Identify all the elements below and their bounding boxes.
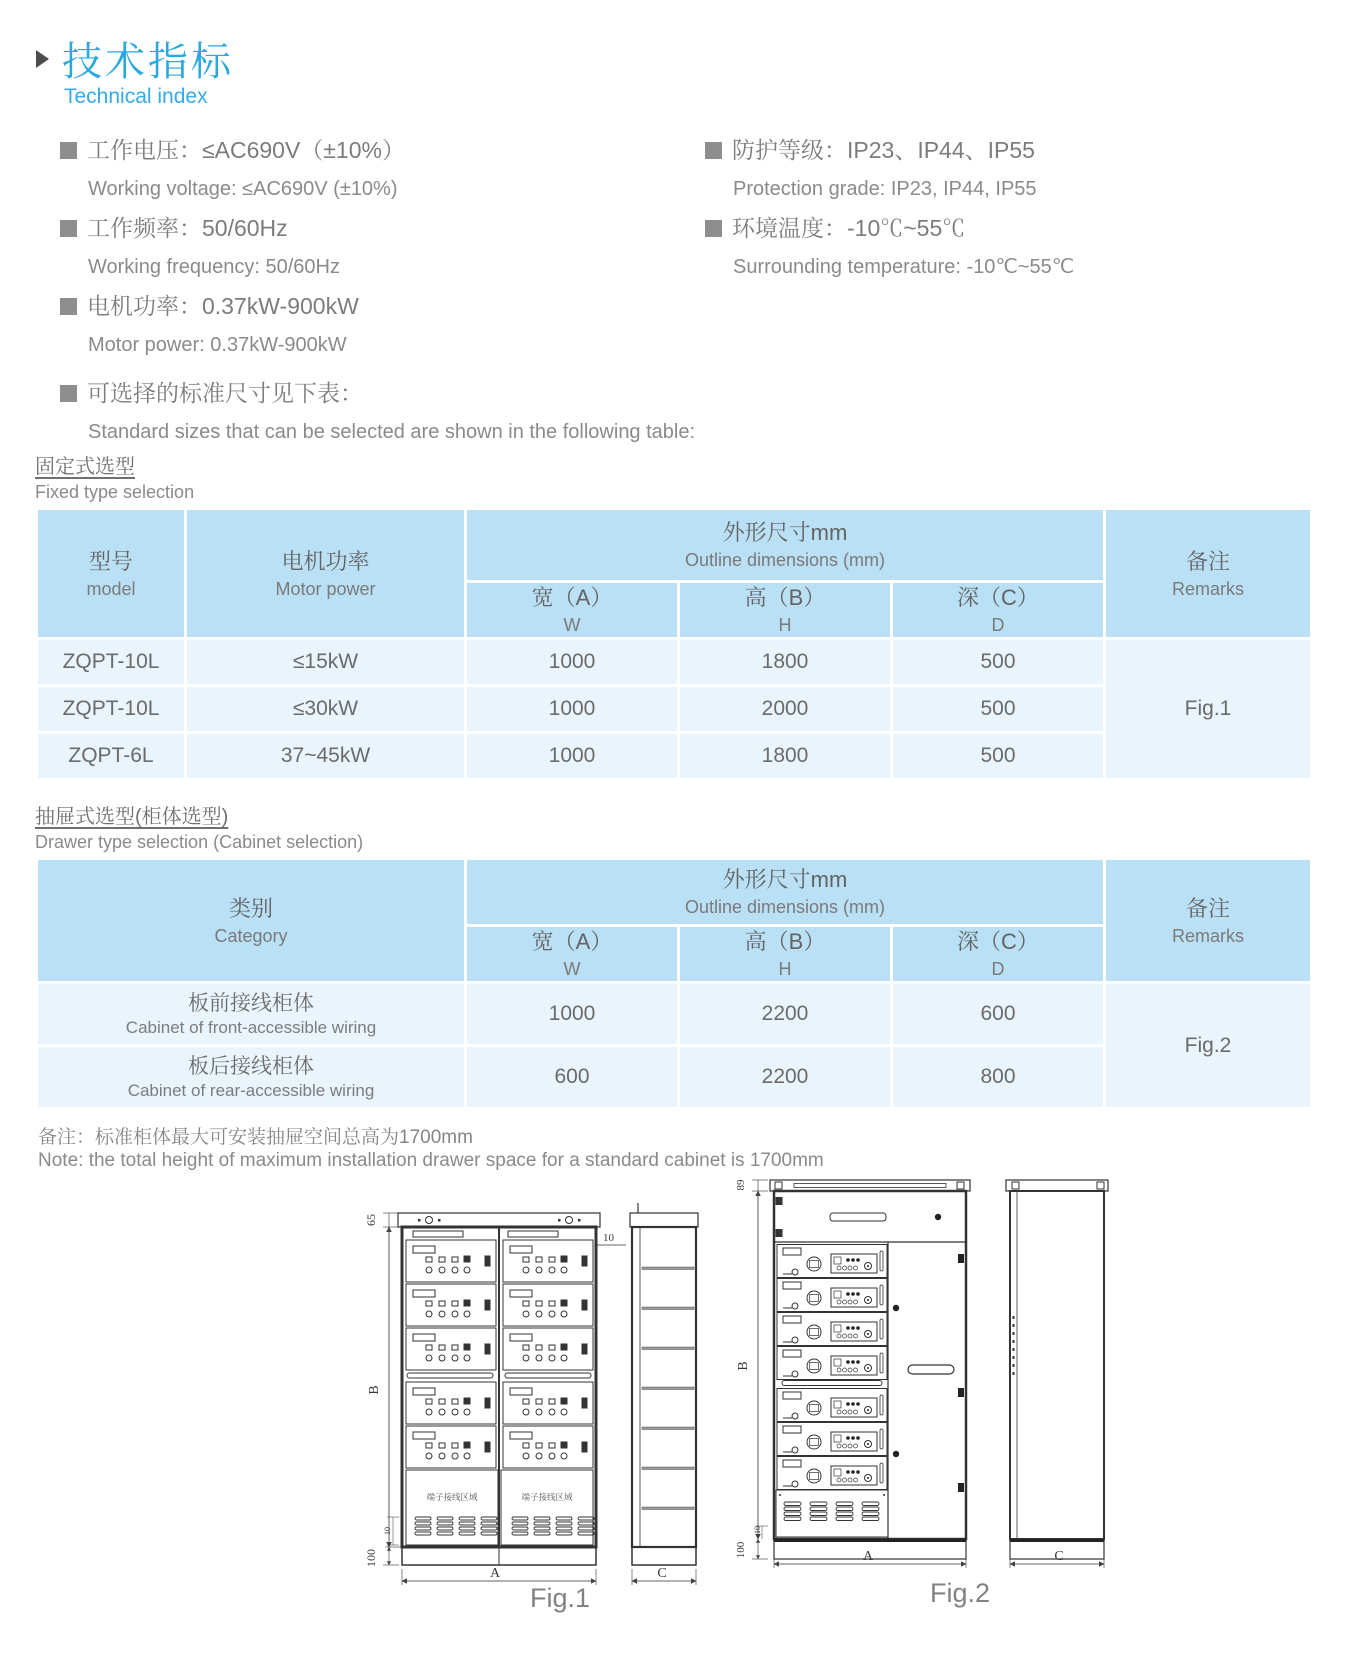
- fig1-dim-width: A: [489, 1566, 501, 1581]
- fig1-dim-base: 100: [364, 1549, 378, 1567]
- spec-en-text: Protection grade: IP23, IP44, IP55: [733, 178, 1037, 200]
- section2-title-en: Drawer type selection (Cabinet selection): [35, 832, 364, 852]
- spec-en-text: Working voltage: ≤AC690V (±10%): [88, 178, 398, 200]
- fig1-dim-offset: 10: [603, 1232, 614, 1244]
- t1-cell-d: 500: [893, 687, 1103, 731]
- t1-header-model: 型号 model: [38, 510, 184, 637]
- fig1-front-view: [398, 1213, 600, 1565]
- t2-cell-remark: Fig.2: [1106, 984, 1310, 1107]
- spec-working-frequency: [60, 209, 680, 286]
- t2-header-dimensions: 外形尺寸mm Outline dimensions (mm): [467, 860, 1103, 924]
- t1-header-height: 高（B） H: [680, 583, 890, 637]
- t2-cell-h: 2200: [680, 984, 890, 1044]
- t1-cell-w: 1000: [467, 640, 677, 684]
- t1-cell-model: ZQPT-6L: [38, 734, 184, 778]
- table-row: [38, 984, 1310, 1044]
- t1-cell-d: 500: [893, 734, 1103, 778]
- t2-cell-w: 1000: [467, 984, 677, 1044]
- fig2-side-view: [1006, 1180, 1108, 1559]
- t2-cell-category: 板前接线柜体 Cabinet of front-accessible wiring: [38, 984, 464, 1044]
- page-subtitle: Technical index: [64, 85, 208, 108]
- section1-title-zh: 固定式选型: [35, 456, 135, 478]
- specs-right-column: [705, 131, 1325, 287]
- t1-cell-power: ≤30kW: [187, 687, 464, 731]
- fig1-drawing: [345, 1185, 705, 1589]
- t2-header-remarks: 备注 Remarks: [1106, 860, 1310, 981]
- t2-header-category: 类别 Category: [38, 860, 464, 981]
- spec-en-text: Surrounding temperature: -10℃~55℃: [733, 256, 1075, 278]
- t2-header-width: 宽（A） W: [467, 927, 677, 981]
- spec-zh-text: 防护等级：IP23、IP44、IP55: [732, 137, 1035, 163]
- t1-cell-w: 1000: [467, 734, 677, 778]
- spec-zh-text: 可选择的标准尺寸见下表：: [87, 380, 363, 406]
- fig1-caption: Fig.1: [529, 1583, 591, 1613]
- note-zh: 备注：标准柜体最大可安装抽屉空间总高为1700mm: [38, 1127, 473, 1148]
- fig1-dim-height: B: [367, 1385, 382, 1395]
- t1-cell-d: 500: [893, 640, 1103, 684]
- fig1-side-view: [630, 1203, 698, 1565]
- spec-surrounding-temperature: [705, 209, 1325, 286]
- bullet-square-icon: [60, 298, 77, 315]
- t1-cell-w: 1000: [467, 687, 677, 731]
- t1-header-depth: 深（C） D: [893, 583, 1103, 637]
- spec-zh-text: 电机功率：0.37kW-900kW: [87, 293, 359, 319]
- fig2-dim-width: A: [862, 1549, 874, 1564]
- fig2-front-view: [770, 1180, 970, 1559]
- fig1-dim-depth: C: [657, 1566, 667, 1581]
- t2-cell-w: 600: [467, 1047, 677, 1107]
- spec-zh-text: 工作频率：50/60Hz: [87, 215, 288, 241]
- drawer-type-table: [35, 857, 1313, 1110]
- fig1-terminal-label: 端子接线区域: [426, 1492, 478, 1502]
- t1-header-width: 宽（A） W: [467, 583, 677, 637]
- t1-cell-power: ≤15kW: [187, 640, 464, 684]
- specs-left-column: [60, 131, 696, 452]
- section1-title-en: Fixed type selection: [35, 482, 195, 502]
- fig1-terminal-label: 端子接线区域: [521, 1492, 573, 1502]
- bullet-square-icon: [705, 220, 722, 237]
- t2-cell-category: 板后接线柜体 Cabinet of rear-accessible wiring: [38, 1047, 464, 1107]
- fig1-dim-vent: 10: [383, 1527, 392, 1535]
- t2-header-height: 高（B） H: [680, 927, 890, 981]
- spec-en-text: Working frequency: 50/60Hz: [88, 256, 340, 278]
- bullet-square-icon: [705, 142, 722, 159]
- t1-header-remarks: 备注 Remarks: [1106, 510, 1310, 637]
- spec-zh-text: 环境温度：-10℃~55℃: [732, 215, 966, 241]
- fig2-dim-vent: 10: [753, 1526, 762, 1534]
- fig2-dim-depth: C: [1054, 1549, 1064, 1564]
- bullet-square-icon: [60, 142, 77, 159]
- t1-cell-h: 1800: [680, 640, 890, 684]
- fixed-type-table: [35, 507, 1313, 781]
- t1-cell-model: ZQPT-10L: [38, 640, 184, 684]
- fig2-dim-top: 89: [735, 1179, 747, 1191]
- fig2-dim-base: 100: [735, 1541, 747, 1559]
- spec-en-text: Motor power: 0.37kW-900kW: [88, 334, 347, 356]
- t1-header-dimensions: 外形尺寸mm Outline dimensions (mm): [467, 510, 1103, 580]
- spec-protection-grade: [705, 131, 1325, 208]
- t2-cell-d: 600: [893, 984, 1103, 1044]
- t2-cell-d: 800: [893, 1047, 1103, 1107]
- fig2-drawing: [710, 1156, 1110, 1570]
- t1-cell-h: 2000: [680, 687, 890, 731]
- fig2-dim-height: B: [736, 1361, 751, 1371]
- t1-header-power: 电机功率 Motor power: [187, 510, 464, 637]
- fig1-dim-top: 65: [364, 1214, 378, 1226]
- t1-cell-model: ZQPT-10L: [38, 687, 184, 731]
- spec-motor-power: [60, 287, 680, 364]
- note-en: Note: the total height of maximum installation drawer space for a standard cabinet is 1700mm: [38, 1150, 824, 1171]
- fig2-caption: Fig.2: [929, 1578, 991, 1608]
- title-arrow-icon: [36, 50, 49, 68]
- spec-en-text: Standard sizes that can be selected are shown in the following table:: [88, 421, 696, 443]
- spec-standard-sizes: [60, 374, 696, 451]
- bullet-square-icon: [60, 385, 77, 402]
- page-title: 技术指标: [62, 40, 234, 84]
- spec-zh-text: 工作电压：≤AC690V（±10%）: [87, 137, 405, 163]
- t1-cell-h: 1800: [680, 734, 890, 778]
- t2-header-depth: 深（C） D: [893, 927, 1103, 981]
- bullet-square-icon: [60, 220, 77, 237]
- section2-title-zh: 抽屉式选型(柜体选型): [35, 806, 229, 828]
- t1-cell-remark: Fig.1: [1106, 640, 1310, 778]
- t2-cell-h: 2200: [680, 1047, 890, 1107]
- table-row: [38, 640, 1310, 684]
- spec-working-voltage: [60, 131, 680, 208]
- t1-cell-power: 37~45kW: [187, 734, 464, 778]
